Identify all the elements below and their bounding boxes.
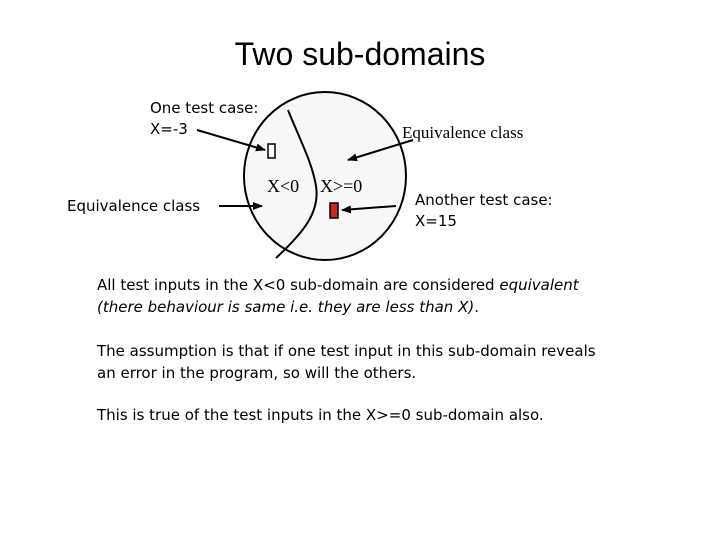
region-label-x-ge-0: X>=0 [320, 176, 363, 196]
paragraph-equivalence-line2 [97, 296, 579, 318]
paragraph-assumption [97, 340, 596, 384]
test-case-1-label [150, 98, 258, 140]
paragraph-equivalence-text: All test inputs in the X<0 sub-domain are considered [97, 276, 500, 294]
equivalence-class-label-left: Equivalence class [67, 197, 201, 215]
test-case-marker-filled [330, 203, 338, 218]
test-case-2-label [415, 190, 553, 232]
paragraph-equivalence-line1 [97, 274, 579, 296]
test-case-1-value: X=-3 [150, 120, 188, 138]
paragraph-other-subdomain: This is true of the test inputs in the X>=0 sub-domain also. [97, 406, 544, 424]
behaviour-note: (there behaviour is same i.e. they are less than X) [97, 298, 475, 316]
test-case-1-line1: One test case: [150, 99, 259, 117]
equivalence-class-label-right: Equivalence class [402, 123, 524, 142]
test-case-2-line1: Another test case: [415, 191, 553, 209]
test-case-marker-empty [268, 144, 275, 158]
behaviour-note-end: . [474, 298, 479, 316]
paragraph-assumption-line2: an error in the program, so will the others. [97, 364, 417, 382]
test-case-2-value: X=15 [415, 212, 457, 230]
slide-title: Two sub-domains [234, 36, 486, 72]
region-label-x-less-0: X<0 [267, 176, 300, 196]
paragraph-equivalence [97, 274, 579, 318]
equivalent-emphasis: equivalent [499, 276, 579, 294]
paragraph-assumption-line1: The assumption is that if one test input in this sub-domain reveals [97, 342, 596, 360]
